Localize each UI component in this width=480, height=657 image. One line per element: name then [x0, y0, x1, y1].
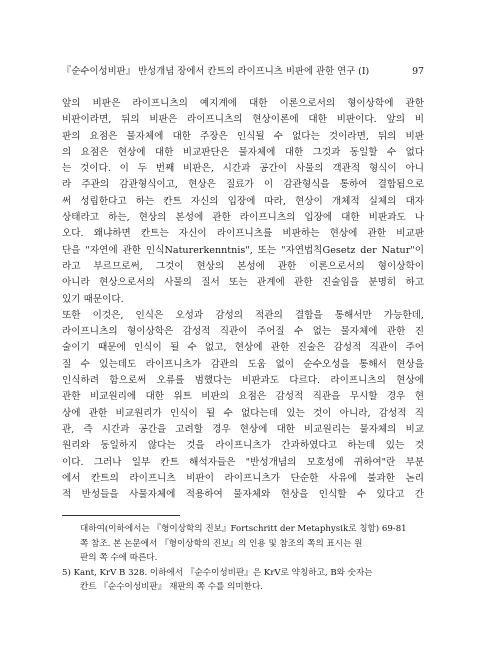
page-number: 97 — [412, 66, 424, 77]
body-line: 원리와 동일하지 않다는 것을 라이프니츠가 간과하였다고 하는데 있는 것 — [62, 440, 424, 452]
body-text — [62, 96, 424, 503]
body-line: 질 수 있는데도 라이프니츠가 감관의 도움 없이 순수오성을 통해서 현상을 — [62, 358, 424, 370]
body-line: 의 요점은 현상에 대한 비교판단은 물자체에 대한 그것과 동일할 수 없다 — [62, 146, 424, 158]
body-line: 상태라고 하는, 현상의 본성에 관한 라이프니츠의 입장에 대한 비판과도 나 — [62, 212, 424, 224]
body-line: 써 성립한다고 하는 칸트 자신의 입장에 따라, 현상이 개체적 실체의 대자 — [62, 195, 424, 207]
body-line: 앞의 비판은 라이프니츠의 예지계에 대한 이론으로서의 형이상학에 관한 — [62, 98, 424, 109]
footnote-5 — [62, 566, 424, 581]
footnotes — [62, 522, 424, 595]
body-line: 적 반성들을 사물자체에 적용하여 물자체와 현상을 인식할 수 있다고 간 — [62, 489, 424, 501]
footnote-number: 5) — [62, 567, 71, 578]
body-line: 관, 즉 시간과 공간을 고려할 경우 현상에 대한 비교원리는 물자체의 비교 — [62, 423, 424, 435]
footnote-continuation-line: 쪽 참조. 본 논문에서 『형이상학의 진보』의 인용 및 참조의 쪽의 표시는 원 — [80, 538, 363, 549]
body-line: 는 것이다. 이 두 번째 비판은, 시간과 공간이 사물의 객관적 형식이 아니 — [62, 163, 424, 175]
running-title: 『순수이성비판』 반성개념 장에서 칸트의 라이프니츠 비판에 관한 연구 (I) — [62, 66, 370, 77]
body-line: 또한 이것은, 인식은 오성과 감성의 적관의 결합을 통해서만 가능한데, — [62, 309, 424, 321]
body-line: 술이기 때문에 인식이 될 수 없고, 현상에 관한 진술은 감성적 직관이 주어 — [62, 342, 424, 354]
body-line: 라고 부르므로써, 그것이 현상의 본성에 관한 이론으로서의 형이상학이 — [62, 260, 424, 272]
body-line: 이다. 그러나 일부 칸트 해석자들은 "반성개념의 모호성에 귀하여"란 부분 — [62, 456, 424, 468]
body-line: 아니라 현상으로서의 사물의 질서 또는 관계에 관한 진술임을 분명히 하고 — [62, 277, 424, 289]
body-line: 에서 칸트의 라이프니츠 비판이 라이프니츠가 단순한 사유에 불과한 논리 — [62, 472, 424, 484]
body-line: 오다. 왜냐하면 칸트는 자신이 라이프니츠를 비판하는 현상에 관한 비교판 — [62, 228, 424, 240]
footnote-text-line: 칸트 『순수이성비판』 재판의 쪽 수를 의미한다. — [80, 582, 264, 593]
footnote-divider — [62, 515, 180, 516]
body-line: 인식하려 함으로써 오류를 범했다는 비판과도 다르다. 라이프니츠의 현상에 — [62, 375, 424, 387]
body-line: 있기 때문이다. — [62, 293, 124, 305]
body-line: 상에 관한 비교원리가 인식이 될 수 없다는데 있는 것이 아니라, 감성적 직 — [62, 407, 424, 419]
body-line: 라 주관의 감관형식이고, 현상은 질료가 이 감관형식을 통하여 결합됨으로 — [62, 179, 424, 191]
footnote-continuation-line: 대하여(이하에서는 『형이상학의 진보』Fortschritt der Metaphysik로 칭함) 69-81 — [80, 524, 407, 534]
body-line: 비판이라면, 뒤의 비판은 라이프니츠의 현상이론에 대한 비판이다. 앞의 비 — [62, 114, 424, 126]
body-line: 단을 "자연에 관한 인식Naturerkenntnis", 또는 "자연법칙Gesetz der Natur"이 — [62, 244, 424, 256]
body-line: 관한 비교원리에 대한 위트 비판의 요점은 감성적 직관을 무시할 경우 현 — [62, 391, 424, 403]
footnote-continuation-line: 판의 쪽 수에 따른다. — [80, 553, 158, 564]
footnote-text: Kant, KrV B 328. 이하에서 『순수이성비판』은 KrV로 약칭하고, B와 숫자는 — [73, 567, 373, 578]
body-line: 라이프니츠의 형이상학은 감성적 직관이 주어질 수 없는 물자체에 관한 진 — [62, 326, 424, 338]
body-line: 판의 요점은 물자체에 대한 주장은 인식될 수 없다는 것이라면, 뒤의 비판 — [62, 130, 424, 142]
